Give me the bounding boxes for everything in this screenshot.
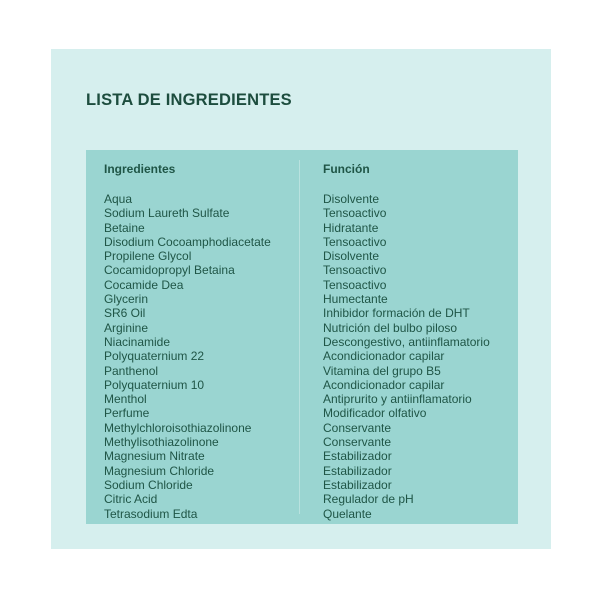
ingredient-item: Magnesium Nitrate <box>104 449 205 464</box>
ingredient-item: Magnesium Chloride <box>104 463 215 478</box>
ingredient-item: Sodium Chloride <box>104 477 193 492</box>
function-item: Estabilizador <box>323 477 392 492</box>
ingredients-panel <box>51 49 551 549</box>
function-item: Vitamina del grupo B5 <box>323 363 441 378</box>
ingredient-item: Citric Acid <box>104 492 158 507</box>
function-item: Tensoactivo <box>323 234 387 249</box>
ingredient-item: Panthenol <box>104 363 159 378</box>
function-item: Descongestivo, antiinflamatorio <box>323 334 490 349</box>
ingredient-item: Polyquaternium 22 <box>104 349 205 364</box>
ingredient-item: Arginine <box>104 320 149 335</box>
function-item: Hidratante <box>323 220 379 235</box>
function-item: Inhibidor formación de DHT <box>323 306 470 321</box>
column-divider <box>299 160 300 514</box>
ingredients-header: Ingredientes <box>104 162 176 176</box>
ingredient-item: Betaine <box>104 220 145 235</box>
function-item: Tensoactivo <box>323 263 387 278</box>
function-item: Disolvente <box>323 192 380 206</box>
ingredient-item: Propilene Glycol <box>104 249 192 264</box>
ingredients-list <box>104 192 271 521</box>
function-item: Acondicionador capilar <box>323 349 445 364</box>
ingredients-column <box>104 162 271 521</box>
function-item: Conservante <box>323 420 392 435</box>
ingredient-item: Niacinamide <box>104 334 171 349</box>
function-item: Estabilizador <box>323 449 392 464</box>
function-item: Quelante <box>323 506 372 521</box>
ingredient-item: Polyquaternium 10 <box>104 377 205 392</box>
ingredient-item: SR6 Oil <box>104 306 146 321</box>
function-list <box>323 192 490 521</box>
function-item: Estabilizador <box>323 463 392 478</box>
function-item: Humectante <box>323 292 388 307</box>
ingredient-item: Methylisothiazolinone <box>104 435 219 450</box>
ingredient-item: Glycerin <box>104 292 149 307</box>
function-item: Conservante <box>323 435 392 450</box>
ingredient-item: Tetrasodium Edta <box>104 506 198 521</box>
function-item: Tensoactivo <box>323 277 387 292</box>
ingredient-item: Menthol <box>104 392 147 407</box>
function-item: Nutrición del bulbo piloso <box>323 320 458 335</box>
ingredient-item: Methylchloroisothiazolinone <box>104 420 252 435</box>
function-header: Función <box>323 162 370 176</box>
function-item: Tensoactivo <box>323 206 387 221</box>
ingredients-table <box>86 150 518 524</box>
function-item: Modificador olfativo <box>323 406 427 421</box>
function-item: Acondicionador capilar <box>323 377 445 392</box>
function-item: Antiprurito y antiinflamatorio <box>323 392 472 407</box>
function-column <box>323 162 490 521</box>
ingredient-item: Cocamidopropyl Betaina <box>104 263 235 278</box>
ingredient-item: Perfume <box>104 406 150 421</box>
page-title: LISTA DE INGREDIENTES <box>86 91 292 109</box>
function-item: Regulador de pH <box>323 492 414 507</box>
ingredient-item: Sodium Laureth Sulfate <box>104 206 230 221</box>
ingredient-item: Disodium Cocoamphodiacetate <box>104 234 271 249</box>
ingredient-item: Aqua <box>104 192 133 206</box>
function-item: Disolvente <box>323 249 380 264</box>
ingredient-item: Cocamide Dea <box>104 277 184 292</box>
